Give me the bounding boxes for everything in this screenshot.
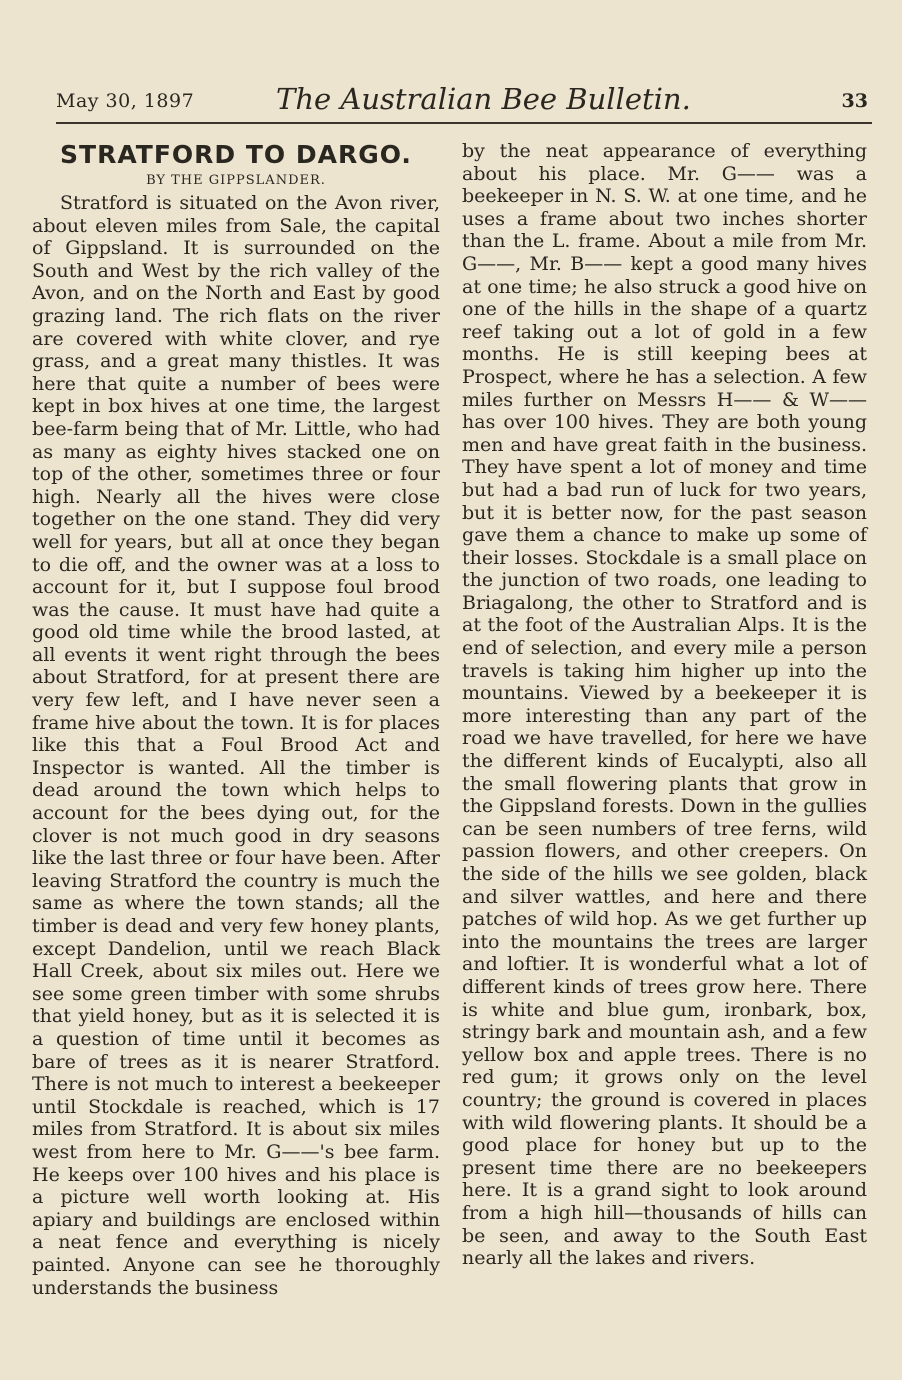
page-header	[56, 84, 868, 120]
article-body-right: by the neat appearance of everything about his place. Mr. G—— was a beekeeper in N. S. W. at one time, and he uses a frame about two inches shorter than the L. frame. About a mile from Mr. G——, Mr. B—— kept a good many hives at one time; he also struck a good hive on one of the hills in the shape of a quartz reef taking out a lot of gold in a few months. He is still keeping bees at Prospect, where he has a selection. A few miles further on Messrs H—— & W—— has over 100 hives. They are both young men and have great faith in the business. They have spent a lot of money and time but had a bad run of luck for two years, but it is better now, for the past season gave them a chance to make up some of their losses. Stockdale is a small place on the junction of two roads, one leading to Briagalong, the other to Stratford and is at the foot of the Australian Alps. It is the end of selection, and every mile a person travels is taking him higher up into the mountains. Viewed by a beekeeper it is more interesting than any part of the road we have travelled, for here we have the different kinds of Eucalypti, also all the small flowering plants that grow in the Gippsland forests. Down in the gullies can be seen numbers of tree ferns, wild passion flowers, and other creepers. On the side of the hills we see golden, black and silver wattles, and here and there patches of wild hop. As we get further up into the mountains the trees are larger and loftier. It is wonderful what a lot of different kinds of trees grow here. There is white and blue gum, ironbark, box, stringy bark and mountain ash, and a few yellow box and apple trees. There is no red gum; it grows only on the level country; the ground is covered in places with wild flowering plants. It should be a good place for honey but up to the present time there are no beekeepers here. It is a grand sight to look around from a high hill—thousands of hills can be seen, and away to the South East nearly all the lakes and rivers.	[462, 140, 867, 1270]
page-number: 33	[841, 90, 868, 112]
issue-date: May 30, 1897	[56, 90, 195, 112]
header-rule	[56, 122, 872, 124]
left-column	[32, 140, 440, 1299]
article-byline: BY THE GIPPSLANDER.	[146, 173, 326, 188]
right-column	[462, 140, 867, 1270]
article-title: STRATFORD TO DARGO.	[60, 140, 412, 169]
publication-title: The Australian Bee Bulletin.	[276, 82, 691, 116]
article-body-left: Stratford is situated on the Avon river, about eleven miles from Sale, the capital of Gippsland. It is surrounded on the South and West by the rich valley of the Avon, and on the North and East by good grazing land. The rich flats on the river are covered with white clover, and rye grass, and a great many thistles. It was here that quite a number of bees were kept in box hives at one time, the largest bee-farm being that of Mr. Little, who had as many as eighty hives stacked one on top of the other, sometimes three or four high. Nearly all the hives were close together on the one stand. They did very well for years, but all at once they began to die off, and the owner was at a loss to account for it, but I suppose foul brood was the cause. It must have had quite a good old time while the brood lasted, at all events it went right through the bees about Stratford, for at present there are very few left, and I have never seen a frame hive about the town. It is for places like this that a Foul Brood Act and Inspector is wanted. All the timber is dead around the town which helps to account for the bees dying out, for the clover is not much good in dry seasons like the last three or four have been. After leaving Stratford the country is much the same as where the town stands; all the timber is dead and very few honey plants, except Dandelion, until we reach Black Hall Creek, about six miles out. Here we see some green timber with some shrubs that yield honey, but as it is selected it is a question of time until it becomes as bare of trees as it is nearer Stratford. There is not much to interest a beekeeper until Stockdale is reached, which is 17 miles from Stratford. It is about six miles west from here to Mr. G——'s bee farm. He keeps over 100 hives and his place is a picture well worth looking at. His apiary and buildings are enclosed within a neat fence and everything is nicely painted. Anyone can see he thoroughly understands the business	[32, 192, 440, 1299]
